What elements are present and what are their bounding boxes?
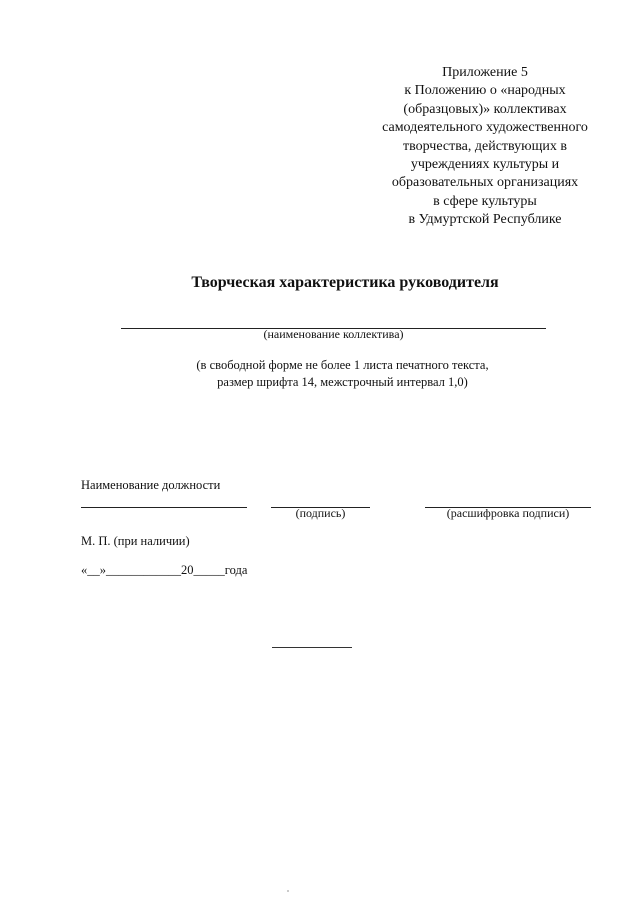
signature-decode-caption: (расшифровка подписи) — [446, 506, 570, 520]
scan-speck — [287, 890, 289, 892]
appendix-line: в сфере культуры — [433, 193, 537, 209]
appendix-line: Приложение 5 — [442, 65, 528, 80]
appendix-line: к Положению о «народных — [404, 83, 566, 99]
appendix-line: творчества, действующих в — [403, 138, 567, 154]
collective-name-caption: (наименование коллектива) — [263, 327, 404, 341]
document-title: Творческая характеристика руководителя — [191, 274, 499, 291]
appendix-line: самодеятельного художественного — [382, 120, 588, 136]
format-note-line: размер шрифта 14, межстрочный интервал 1,0) — [217, 374, 468, 389]
signature-caption: (подпись) — [295, 506, 346, 520]
end-rule — [272, 647, 352, 648]
appendix-line: учреждениях культуры и — [410, 157, 560, 173]
appendix-line: в Удмуртской Республике — [408, 212, 562, 228]
appendix-line: образовательных организациях — [391, 175, 579, 191]
position-line — [81, 507, 247, 508]
stamp-label: М. П. (при наличии) — [81, 534, 190, 548]
position-label: Наименование должности — [81, 478, 221, 492]
appendix-line: (образцовых)» коллективах — [403, 101, 567, 117]
date-line: «__»____________20_____года — [81, 563, 248, 577]
format-note — [150, 357, 535, 390]
format-note-line: (в свободной форме не более 1 листа печатного текста, — [196, 358, 489, 372]
appendix-header — [340, 64, 630, 230]
